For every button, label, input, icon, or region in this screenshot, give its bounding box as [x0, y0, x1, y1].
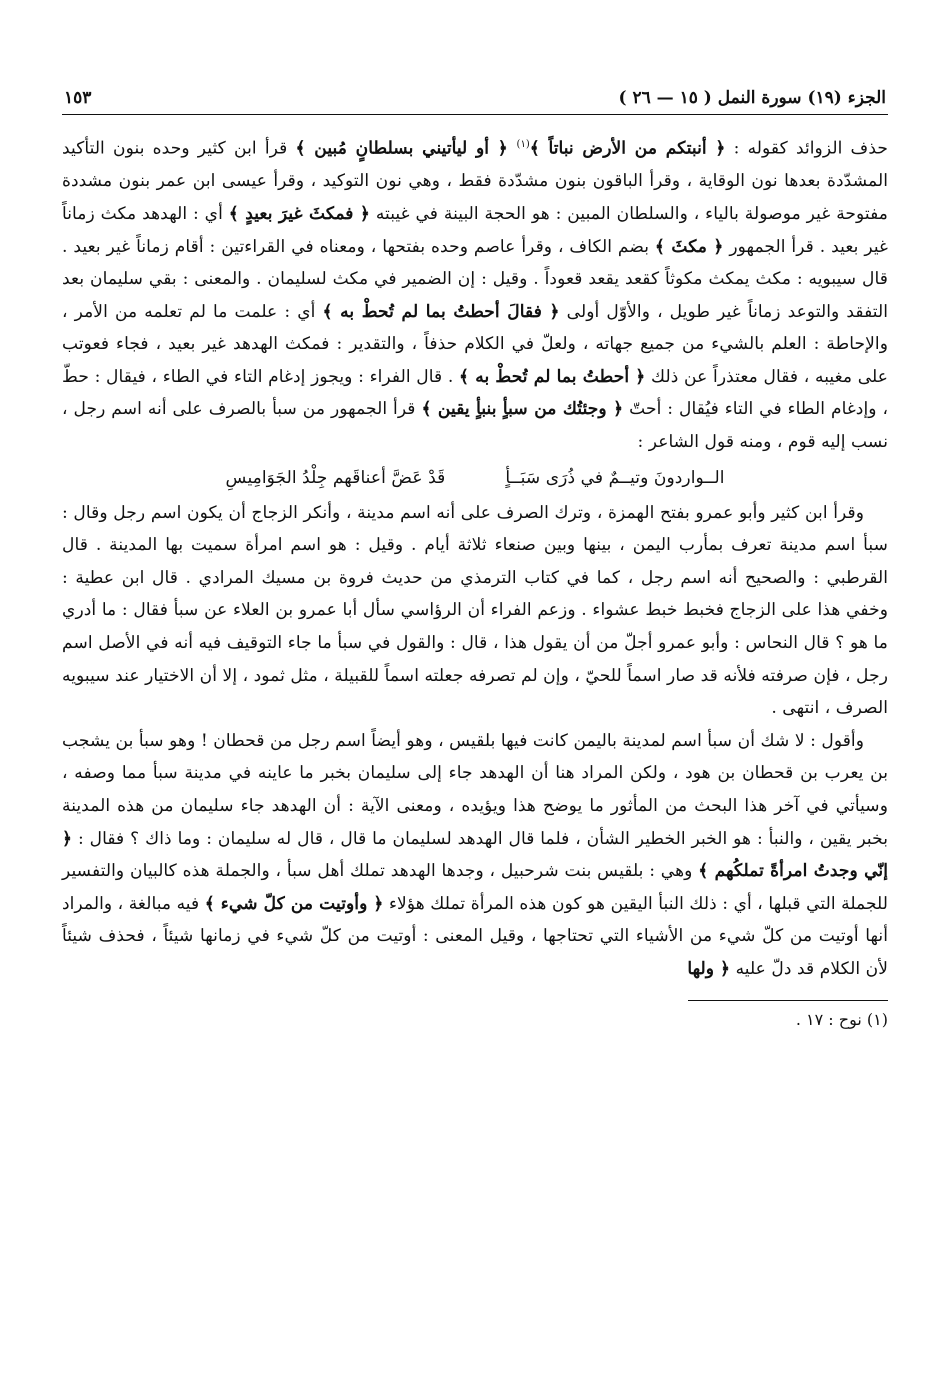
text-span: وهي : بلقيس بنت شرحبيل ، وجدها الهدهد تملك أهل سبأ ، والجملة هذه كالبيان والتفسير للجملة التي قبلها ، أي : ذلك النبأ اليقين هو كون هذه المرأة تملك هؤلاء [62, 861, 888, 914]
text-span: قرأ الجمهور من سبأ بالصرف على أنه اسم رجل ، نسب إليه قوم ، ومنه قول الشاعر : [62, 399, 888, 453]
verse-quote: ﴿ أنبتكم من الأرض نباتاً ﴾ [529, 138, 726, 159]
verse-quote: ﴿ أحطتُ بما لم تُحطْ به ﴾ [458, 366, 646, 387]
text-span: وأقول : لا شك أن سبأ اسم لمدينة باليمن كانت فيها بلقيس ، وهو أيضاً اسم رجل من قحطان ! وهو سبأ بن يشجب بن يعرب بن قحطان بن هود ، ولكن المراد هنا أن الهدهد جاء إلى سليمان بخبر ما عاينه في مدينة سبأ مما وصفه ، وسيأتي في آخر هذا البحث من المأثور ما يوضح هذا ويؤيده ، ومعنى الآية : أن الهدهد جاء سليمان من هذه المدينة بخبر يقين ، والنبأ : هو الخبر الخطير الشأن ، فلما قال الهدهد لسليمان ما قال ، قال له سليمان : وما ذاك ؟ فقال : [62, 730, 889, 849]
text-span: أي : علمت ما لم تعلمه من الأمر ، والإحاطة : العلم بالشيء من جميع جهاته ، ولعلّ في الكلام حذفاً ، والتقدير : فمكث الهدهد غير بعيد ، فجاء فعوتب على مغيبه ، فقال معتذراً عن ذلك [62, 301, 888, 387]
verse-quote: ﴿ أو ليأتيني بسلطانٍ مُبين ﴾ [295, 138, 517, 159]
text-span: أي : الهدهد مكث زماناً غير بعيد . قرأ الجمهور [62, 203, 889, 257]
verse-quote: ﴿ ولها [687, 958, 731, 979]
verse-quote: ﴿ إنّي وجدتُ امرأةً تملكُهم ﴾ [62, 828, 888, 882]
text-span: فيه مبالغة ، والمراد أنها أوتيت من كلّ شيء من الأشياء التي تحتاجها ، وقيل المعنى : أوتيت من كلّ شيء في زمانها شيئاً ، فحذف شيئاً لأن الكلام قد دلّ عليه [62, 893, 888, 979]
footnote-divider [688, 1000, 888, 1001]
text-span: . قال الفراء : ويجوز إدغام التاء في الطاء ، فيقال : حطّ ، وإدغام الطاء في التاء فيُقال : أحتّ [62, 366, 888, 420]
page-number: ١٥٣ [64, 88, 92, 108]
verse-quote: ﴿ مكثَ ﴾ [654, 236, 724, 257]
verse-quote: ﴿ وجئتُك من سبأٍ بنبأٍ يقين ﴾ [421, 399, 624, 420]
text-span: وقرأ ابن كثير وأبو عمرو بفتح الهمزة ، وترك الصرف على أنه اسم مدينة ، وأنكر الزجاج أن يكون اسم رجل وقال : سبأ اسم مدينة تعرف بمأرب اليمن ، بينها وبين صنعاء ثلاثة أيام . وقيل : هو اسم امرأة سميت بها المدينة . قال القرطبي : والصحيح أنه اسم رجل ، كما في كتاب الترمذي من حديث فروة بن مسيك المرادي . قال ابن عطية : وخفي هذا على الزجاج فخبط خبط عشواء . وزعم الفراء أن الرؤاسي سأل أبا عمرو بن العلاء عن سبأ فقال : ما أدري ما هو ؟ قال النحاس : وأبو عمرو أجلّ من أن يقول هذا ، قال : والقول في سبأ ما جاء التوقيف فيه أنه في الأصل اسم رجل ، فإن صرفته فلأنه قد صار اسماً للحيّ ، وإن لم تصرفه جعلته اسماً للقبيلة ، مثل ثمود ، إلا أن الاختيار عند سيبويه الصرف ، انتهى . [62, 502, 888, 719]
poem-hemistich-first: الــواردونَ وتيــمٌ في ذُرَى سَبَــأٍ [505, 467, 725, 488]
verse-quote: ﴿ فقالَ أحطتُ بما لم تُحطْ به ﴾ [322, 301, 560, 322]
footnote: (١) نوح : ١٧ . [795, 1009, 888, 1029]
poetry-verse [62, 461, 888, 495]
verse-quote: ﴿ وأوتيت من كلّ شيء ﴾ [204, 893, 384, 914]
page [62, 88, 888, 1033]
text-span: قرأ ابن كثير وحده بنون التأكيد المشدّدة بعدها نون الوقاية ، وقرأ الباقون بنون مشدّدة فقط ، وهي نون التوكيد ، وقرأ عيسى ابن عمر بنون مشددة مفتوحة غير موصولة بالياء ، والسلطان المبين : هو الحجة البينة في غيبته [62, 138, 889, 224]
paragraph-1 [62, 129, 888, 459]
poem-hemistich-second: قَدْ عَضَّ أعناقَهم جِلْدُ الجَوَامِيسِ [225, 467, 446, 488]
page-header [62, 88, 888, 115]
header-title: الجزء (١٩) سورة النمل ( ١٥ — ٢٦ ) [618, 88, 886, 108]
verse-quote: ﴿ فمكثَ غيرَ بعيدٍ ﴾ [228, 203, 370, 224]
text-span: حذف الزوائد كقوله : [725, 138, 888, 159]
paragraph-3 [62, 725, 888, 986]
footnote-marker: (١) [516, 139, 530, 150]
paragraph-2 [62, 497, 888, 725]
text-span: بضم الكاف ، وقرأ عاصم وحده بفتحها ، ومعناه في القراءتين : أقام زماناً غير بعيد . قال سيبويه : مكث يمكث مكوثاً كقعد يقعد قعوداً . وقيل : إن الضمير في مكث لسليمان . والمعنى : بقي سليمان بعد التفقد والتوعد زماناً غير طويل ، والأوّل أولى [62, 236, 888, 322]
